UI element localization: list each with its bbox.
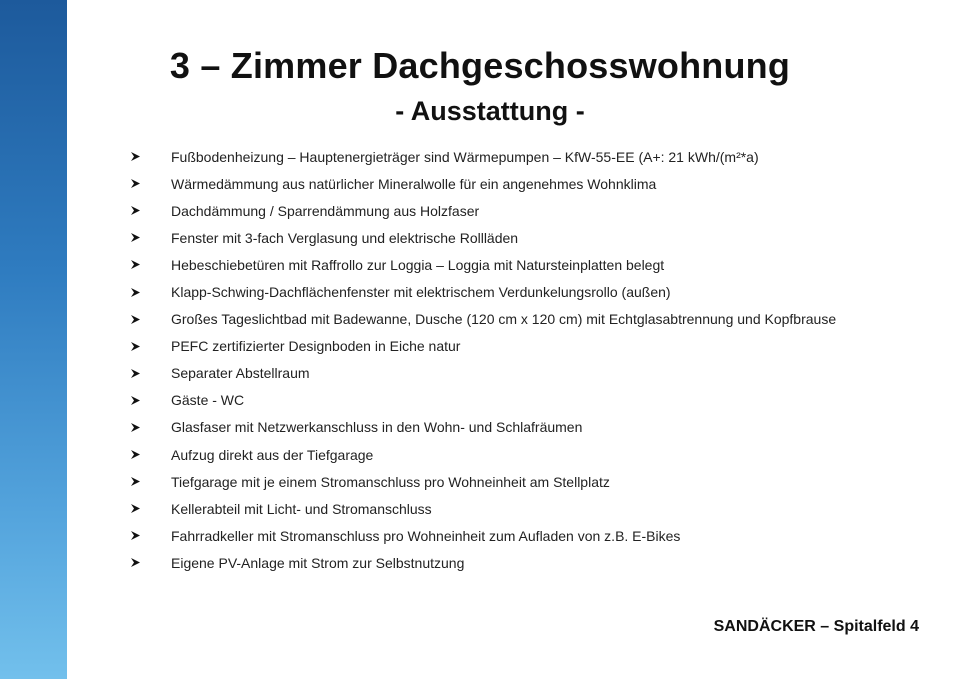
feature-text: Aufzug direkt aus der Tiefgarage [171, 446, 374, 463]
arrowhead-bullet-icon [130, 314, 171, 325]
list-item [130, 143, 836, 170]
feature-text: Hebeschiebetüren mit Raffrollo zur Loggia – Loggia mit Natursteinplatten belegt [171, 256, 665, 273]
feature-text: Wärmedämmung aus natürlicher Mineralwolle für ein angenehmes Wohnklima [171, 175, 657, 192]
feature-text: Großes Tageslichtbad mit Badewanne, Dusche (120 cm x 120 cm) mit Echtglasabtrennung und Kopfbrause [171, 311, 837, 328]
feature-text: Dachdämmung / Sparrendämmung aus Holzfaser [171, 202, 480, 219]
arrowhead-bullet-icon [130, 341, 171, 352]
arrowhead-bullet-icon [130, 530, 171, 541]
footer-project-name: SANDÄCKER – Spitalfeld 4 [713, 618, 919, 635]
list-item [130, 251, 836, 278]
list-item [130, 414, 836, 441]
arrowhead-bullet-icon [130, 287, 171, 298]
arrowhead-bullet-icon [130, 557, 171, 568]
feature-text: Klapp-Schwing-Dachflächenfenster mit elektrischem Verdunkelungsrollo (außen) [171, 284, 671, 301]
arrowhead-bullet-icon [130, 205, 171, 216]
list-item [130, 224, 836, 251]
arrowhead-bullet-icon [130, 178, 171, 189]
list-item [130, 522, 836, 549]
page-title: 3 – Zimmer Dachgeschosswohnung [169, 45, 791, 86]
arrowhead-bullet-icon [130, 503, 171, 514]
feature-text: PEFC zertifizierter Designboden in Eiche natur [171, 338, 461, 355]
arrowhead-bullet-icon [130, 422, 171, 433]
list-item [130, 306, 836, 333]
list-item [130, 333, 836, 360]
list-item [130, 170, 836, 197]
feature-text: Eigene PV-Anlage mit Strom zur Selbstnutzung [171, 554, 465, 571]
list-item [130, 278, 836, 305]
feature-text: Fahrradkeller mit Stromanschluss pro Wohneinheit zum Aufladen von z.B. E-Bikes [171, 527, 681, 544]
feature-text: Separater Abstellraum [171, 365, 310, 382]
arrowhead-bullet-icon [130, 259, 171, 270]
arrowhead-bullet-icon [130, 449, 171, 460]
list-item [130, 468, 836, 495]
feature-text: Fußbodenheizung – Hauptenergieträger sind Wärmepumpen – KfW-55-EE (A+: 21 kWh/(m²*a) [171, 148, 759, 165]
arrowhead-bullet-icon [130, 232, 171, 243]
feature-text: Kellerabteil mit Licht- und Stromanschluss [171, 500, 432, 517]
feature-text: Gäste - WC [171, 392, 245, 409]
feature-text: Fenster mit 3-fach Verglasung und elektrische Rollläden [171, 229, 519, 246]
list-item [130, 360, 836, 387]
arrowhead-bullet-icon [130, 151, 171, 162]
feature-text: Glasfaser mit Netzwerkanschluss in den Wohn- und Schlafräumen [171, 419, 583, 436]
arrowhead-bullet-icon [130, 476, 171, 487]
list-item [130, 549, 836, 576]
feature-text: Tiefgarage mit je einem Stromanschluss pro Wohneinheit am Stellplatz [171, 473, 610, 490]
arrowhead-bullet-icon [130, 368, 171, 379]
list-item [130, 387, 836, 414]
feature-list [130, 143, 836, 577]
list-item [130, 495, 836, 522]
arrowhead-bullet-icon [130, 395, 171, 406]
list-item [130, 441, 836, 468]
list-item [130, 197, 836, 224]
page-subtitle: - Ausstattung - [395, 96, 585, 126]
